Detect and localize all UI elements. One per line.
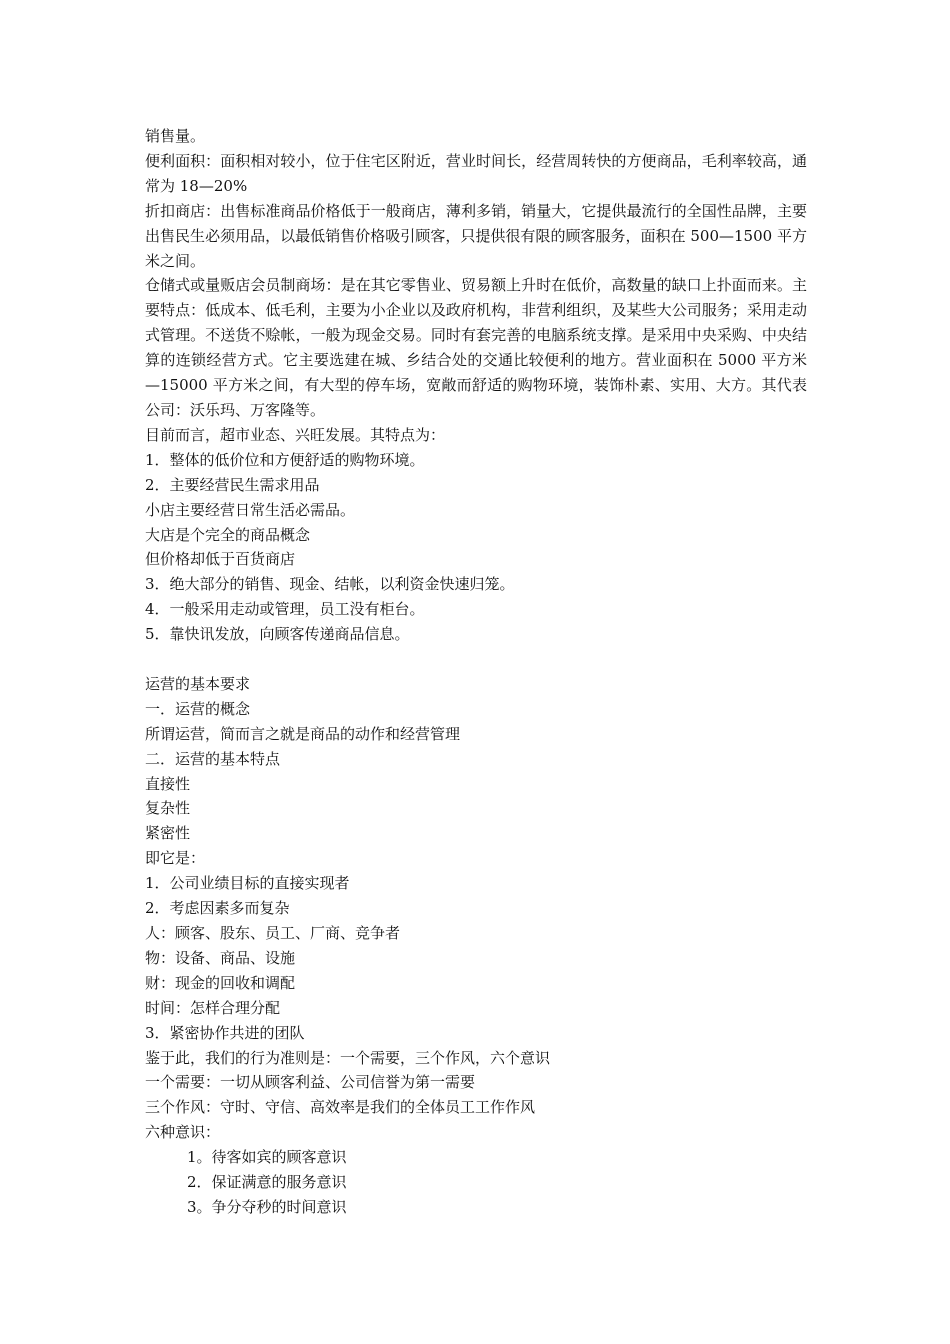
- text-line: 复杂性: [145, 799, 191, 818]
- list-item: 1。待客如宾的顾客意识: [187, 1148, 347, 1167]
- paragraph-discount-store: 折扣商店：出售标准商品价格低于一般商店，薄利多销，销量大，它提供最流行的全国性品牌，主要出售民生必须用品，以最低销售价格吸引顾客，只提供很有限的顾客服务，面积在 500—1500 平方米之间。: [145, 201, 807, 270]
- list-item: 4．一般采用走动或管理，员工没有柜台。: [145, 600, 425, 619]
- list-item: 5．靠快讯发放，向顾客传递商品信息。: [145, 625, 410, 644]
- subsection-heading: 一．运营的概念: [145, 699, 251, 718]
- list-item: 3。争分夺秒的时间意识: [187, 1197, 347, 1216]
- list-item: 1．整体的低价位和方便舒适的购物环境。: [145, 450, 425, 469]
- text-line: 大店是个完全的商品概念: [145, 525, 311, 544]
- list-item: 2．考虑因素多而复杂: [145, 899, 290, 918]
- text-line: 直接性: [145, 774, 191, 793]
- section-heading: 运营的基本要求: [145, 674, 251, 693]
- paragraph-warehouse-store: 仓储式或量贩店会员制商场：是在其它零售业、贸易额上升时在低价，高数量的缺口上扑面而来。主要特点：低成本、低毛利，主要为小企业以及政府机构，非营利组织，及某些大公司服务；采用走动式管理。不送货不赊帐，一般为现金交易。同时有套完善的电脑系统支撑。是采用中央采购、中央结算的连锁经营方式。它主要选建在城、乡结合处的交通比较便利的地方。营业面积在 5000 平方米—15000 平方米之间，有大型的停车场，宽敞而舒适的购物环境，装饰朴素、实用、大方。其代表公司：沃乐玛、万客隆等。: [145, 276, 807, 419]
- blank-line: [145, 647, 807, 672]
- text-line: 六种意识：: [145, 1123, 221, 1142]
- subsection-heading: 二．运营的基本特点: [145, 749, 281, 768]
- list-item: 2．保证满意的服务意识: [187, 1173, 347, 1192]
- list-item: 3．紧密协作共进的团队: [145, 1023, 305, 1042]
- text-line: 目前而言，超市业态、兴旺发展。其特点为：: [145, 425, 446, 444]
- text-line: 小店主要经营日常生活必需品。: [145, 500, 356, 519]
- list-item: 1．公司业绩目标的直接实现者: [145, 874, 350, 893]
- paragraph-convenience-store: 便利面积：面积相对较小，位于住宅区附近，营业时间长，经营周转快的方便商品，毛利率较高，通常为 18—20%: [145, 151, 807, 195]
- text-line: 时间：怎样合理分配: [145, 998, 281, 1017]
- text-line: 即它是：: [145, 849, 206, 868]
- text-line: 一个需要：一切从顾客利益、公司信誉为第一需要: [145, 1073, 476, 1092]
- document-page: [145, 124, 807, 1220]
- list-item: 2．主要经营民生需求用品: [145, 475, 320, 494]
- text-line: 物：设备、商品、设施: [145, 948, 296, 967]
- text-line: 紧密性: [145, 824, 191, 843]
- text-line: 销售量。: [145, 127, 206, 145]
- text-line: 财：现金的回收和调配: [145, 973, 296, 992]
- text-line: 但价格却低于百货商店: [145, 550, 296, 569]
- text-line: 鉴于此，我们的行为准则是：一个需要，三个作风，六个意识: [145, 1048, 551, 1067]
- text-line: 人：顾客、股东、员工、厂商、竞争者: [145, 923, 401, 942]
- list-item: 3．绝大部分的销售、现金、结帐，以利资金快速归笼。: [145, 575, 515, 594]
- text-line: 所谓运营，简而言之就是商品的动作和经营管理: [145, 724, 461, 743]
- text-line: 三个作风：守时、守信、高效率是我们的全体员工工作作风: [145, 1098, 536, 1117]
